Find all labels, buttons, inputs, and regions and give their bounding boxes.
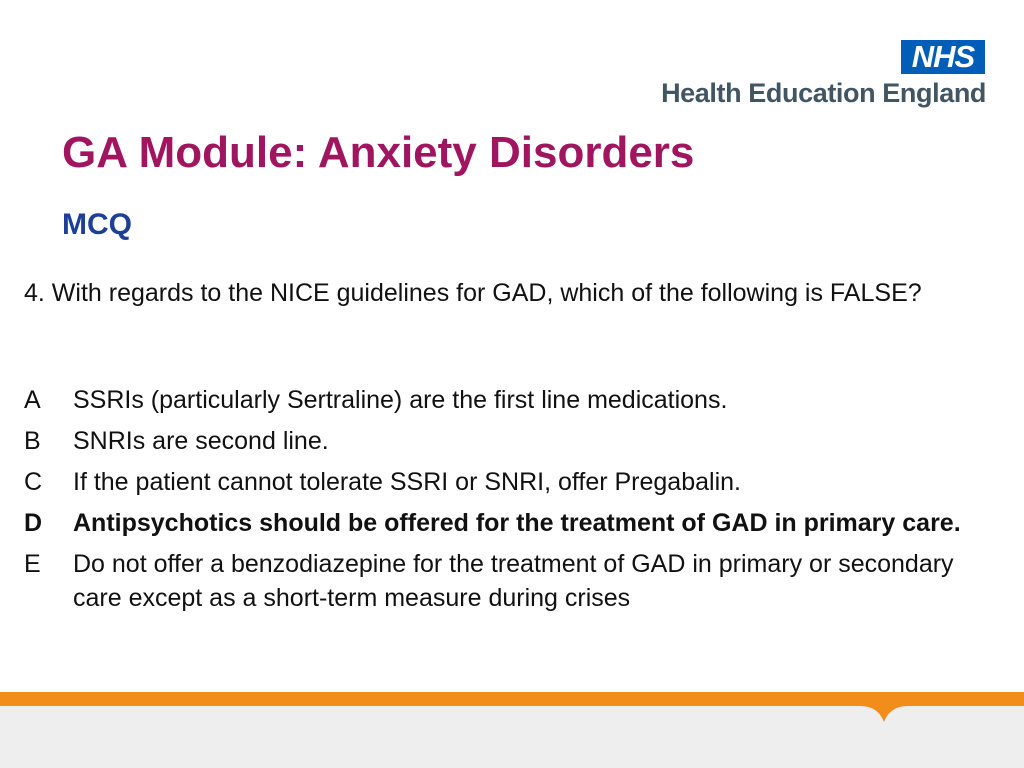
footer-notch-decoration [0,696,1024,736]
nhs-hee-logo [638,40,986,112]
option-c [24,465,984,499]
option-letter: C [24,468,43,496]
option-letter: E [24,550,41,578]
slide-subtitle: MCQ [62,208,132,241]
option-a [24,383,984,417]
option-text: Do not offer a benzodiazepine for the treatment of GAD in primary or secondary care except as a short-term measure during crises [73,550,954,612]
hee-wordmark: Health Education England [661,78,986,108]
nhs-logo: NHS [901,40,985,74]
option-text: Antipsychotics should be offered for the treatment of GAD in primary care. [73,509,961,537]
option-letter: D [24,509,43,537]
option-letter: B [24,427,41,455]
question-text: 4. With regards to the NICE guidelines for GAD, which of the following is FALSE? [24,279,922,307]
option-text: SSRIs (particularly Sertraline) are the first line medications. [73,386,728,414]
answer-options [24,383,984,622]
option-text: SNRIs are second line. [73,427,329,455]
option-e [24,547,984,615]
option-text: If the patient cannot tolerate SSRI or SNRI, offer Pregabalin. [73,468,741,496]
slide-title: GA Module: Anxiety Disorders [62,128,695,177]
option-d-correct [24,506,984,540]
option-b [24,424,984,458]
option-letter: A [24,386,41,414]
